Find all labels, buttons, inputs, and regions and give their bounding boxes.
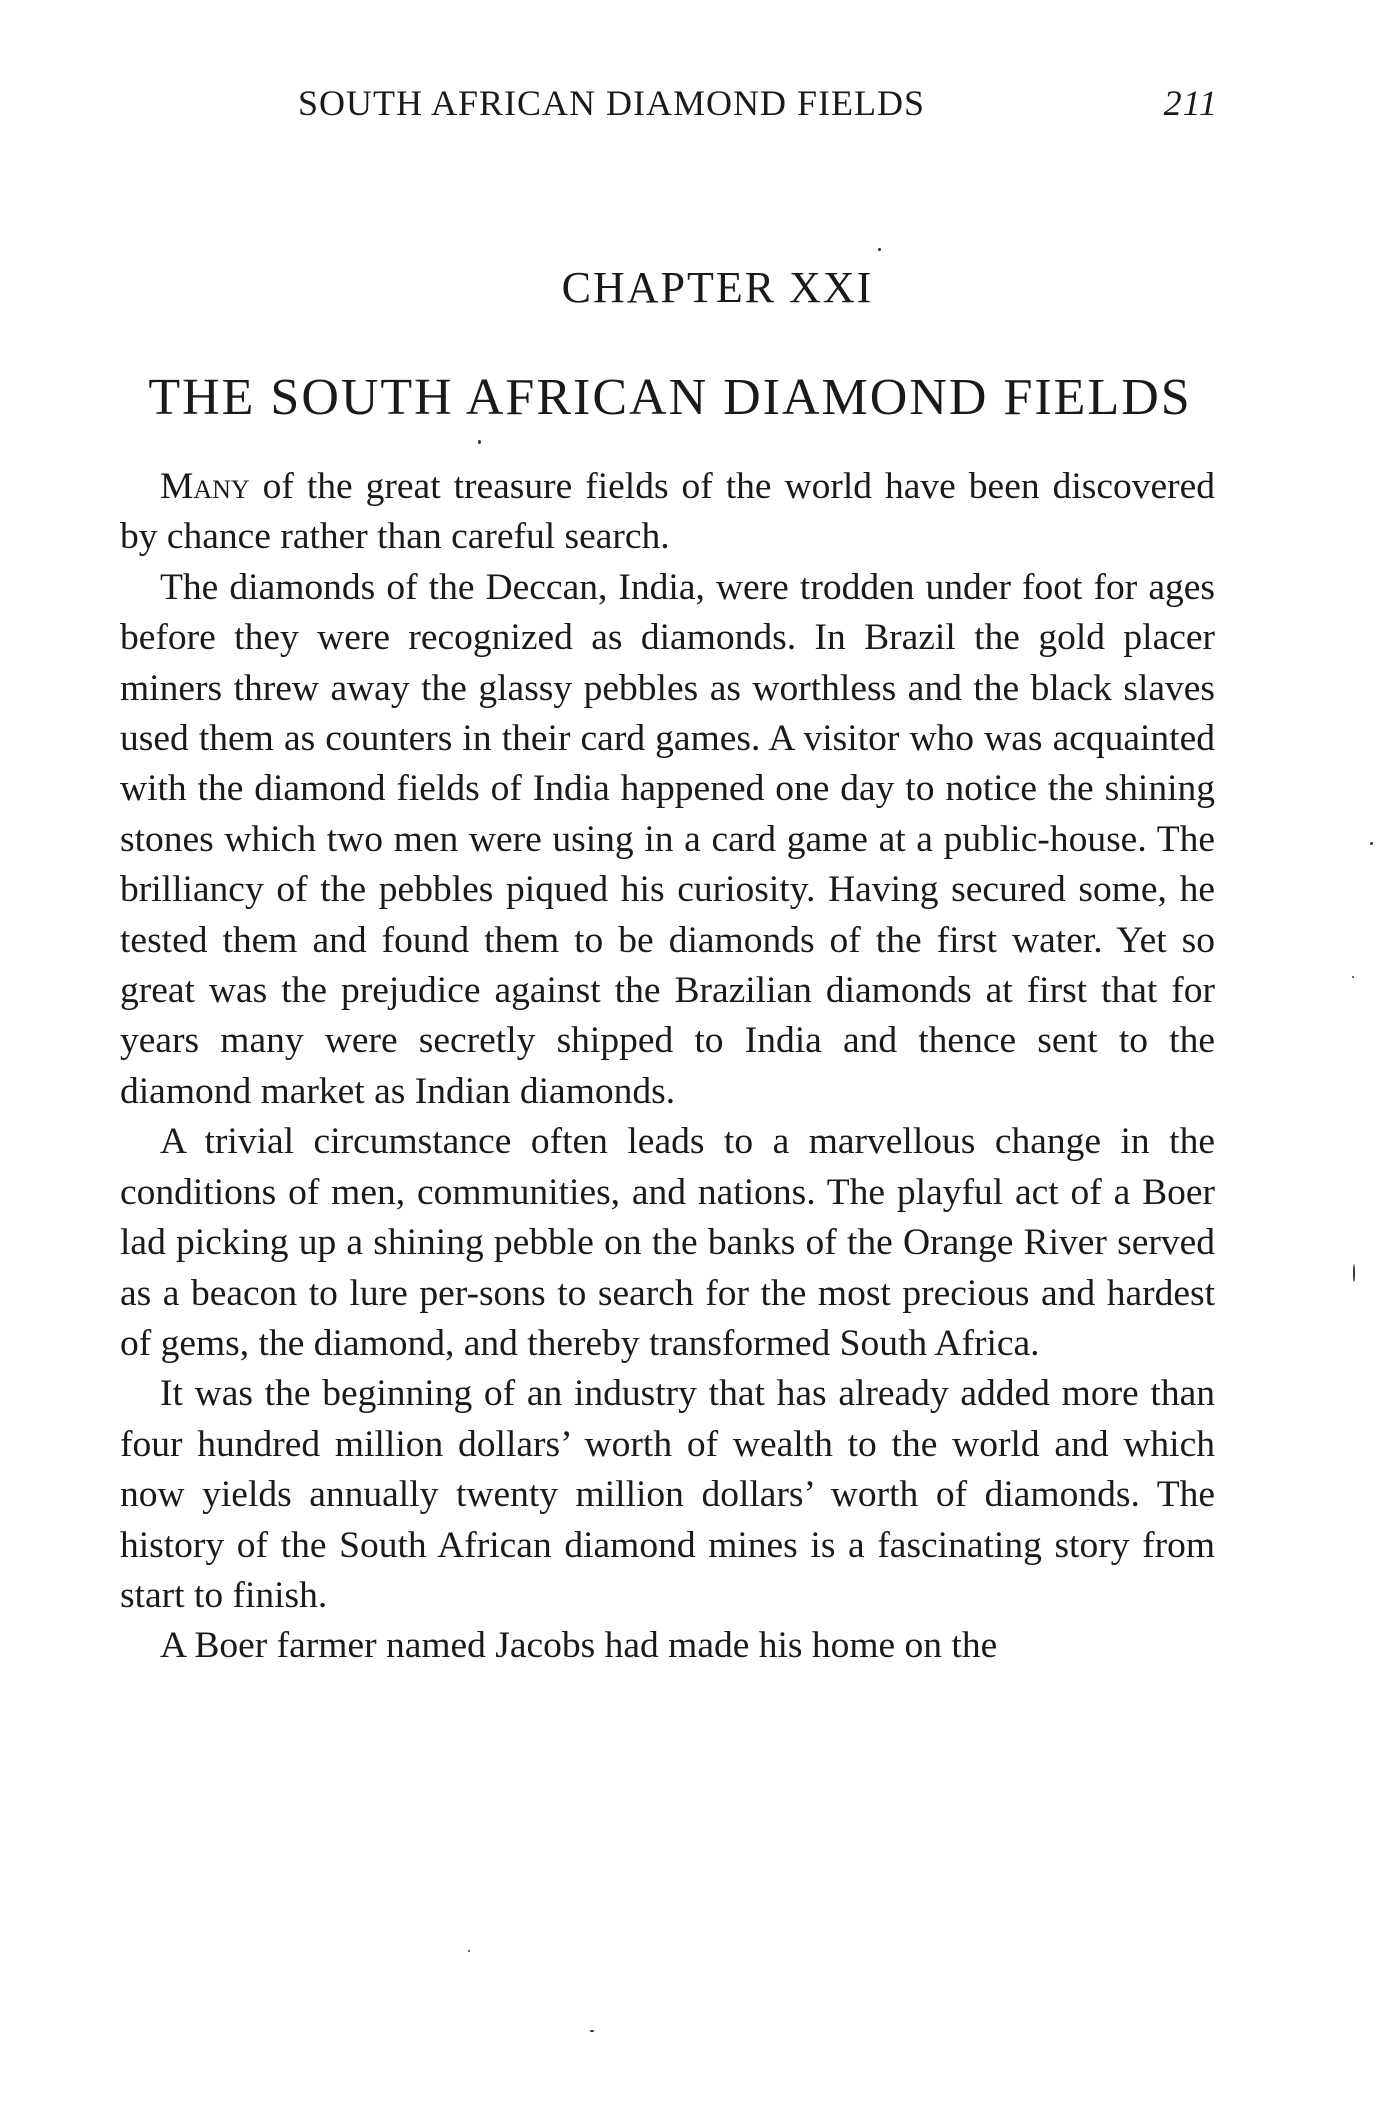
scan-speck [590,2030,594,2032]
paragraph-lead-small-caps: Many [160,466,250,507]
scan-speck [478,440,481,444]
paragraph: A Boer farmer named Jacobs had made his home on the [160,1625,998,1667]
paragraph: The diamonds of the Deccan, India, were trodden under foot for ages before they were recognized as diamonds. In Brazil the gold placer miners threw away the glassy pebbles as worthless and the black slaves used them as counters in their card games. A visitor who was acquainted with the diamond fields of India happened one day to notice the shining stones which two men were using in a card game at a public-house. The brilliancy of the pebbles piqued his curiosity. Having secured some, he tested them and found them to be diamonds of the first water. Yet so great was the prejudice against the Brazilian diamonds at first that for years many were secretly shipped to India and thence sent to the diamond market as Indian diamonds. [120,566,1215,1112]
scan-speck [1370,842,1373,845]
chapter-title: THE SOUTH AFRICAN DIAMOND FIELDS [148,369,1192,426]
running-title: SOUTH AFRICAN DIAMOND FIELDS [298,83,926,123]
body-text [120,462,1215,1672]
paragraph-text: of the great treasure fields of the world have been discovered by chance rather than careful search. [120,466,1215,558]
scan-speck [1352,976,1354,978]
page-number: 211 [1163,83,1218,123]
running-head [298,82,1218,132]
chapter-number: CHAPTER XXI [561,263,874,312]
scan-speck [468,1950,470,1952]
scan-speck [1353,1264,1355,1282]
paragraph [120,462,1215,563]
paragraph: A trivial circumstance often leads to a marvellous change in the conditions of men, communities, and nations. The playful act of a Boer lad picking up a shining pebble on the banks of the Orange River served as a beacon to lure per-sons to search for the most precious and hardest of gems, the diamond, and thereby transformed South Africa. [120,1121,1215,1364]
scan-speck [878,248,881,251]
paragraph: It was the beginning of an industry that has already added more than four hundred million dollars’ worth of wealth to the world and which now yields annually twenty million dollars’ worth of diamonds. The history of the South African diamond mines is a fascinating story from start to finish. [120,1373,1215,1616]
